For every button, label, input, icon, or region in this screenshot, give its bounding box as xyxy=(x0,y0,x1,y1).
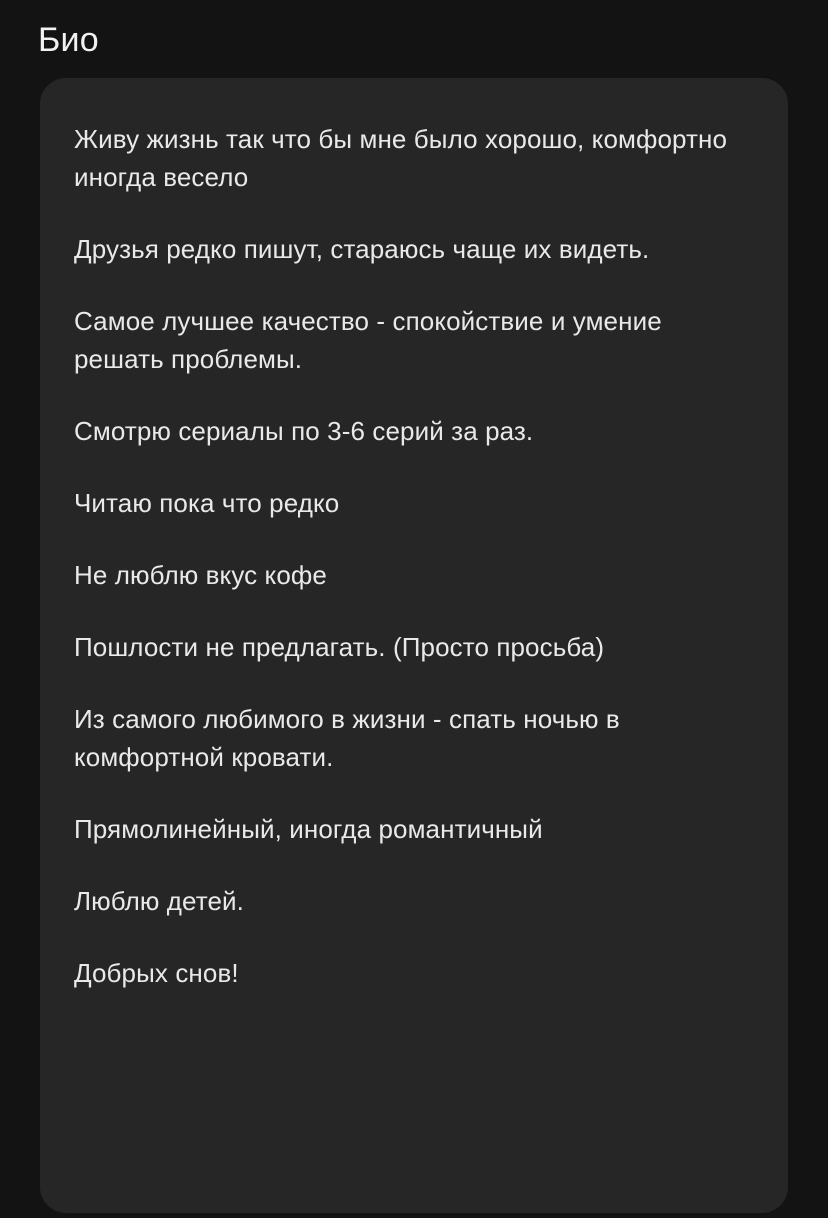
bio-paragraph: Пошлости не предлагать. (Просто просьба) xyxy=(74,632,605,662)
bio-paragraph: Люблю детей. xyxy=(74,886,244,916)
bio-card xyxy=(40,78,788,1213)
bio-paragraph: Друзья редко пишут, стараюсь чаще их видеть. xyxy=(74,234,650,264)
page-title: Био xyxy=(38,21,99,59)
bio-paragraph: Добрых снов! xyxy=(74,958,239,988)
bio-paragraph: Прямолинейный, иногда романтичный xyxy=(74,814,543,844)
bio-paragraph: Самое лучшее качество - спокойствие и умение решать проблемы. xyxy=(74,306,670,374)
bio-paragraph: Живу жизнь так что бы мне было хорошо, комфортно иногда весело xyxy=(74,124,735,192)
bio-paragraph-list xyxy=(74,120,748,992)
bio-paragraph: Смотрю сериалы по 3-6 серий за раз. xyxy=(74,416,534,446)
bio-paragraph: Читаю пока что редко xyxy=(74,488,340,518)
bio-paragraph: Не люблю вкус кофе xyxy=(74,560,327,590)
bio-paragraph: Из самого любимого в жизни - спать ночью в комфортной кровати. xyxy=(74,704,628,772)
